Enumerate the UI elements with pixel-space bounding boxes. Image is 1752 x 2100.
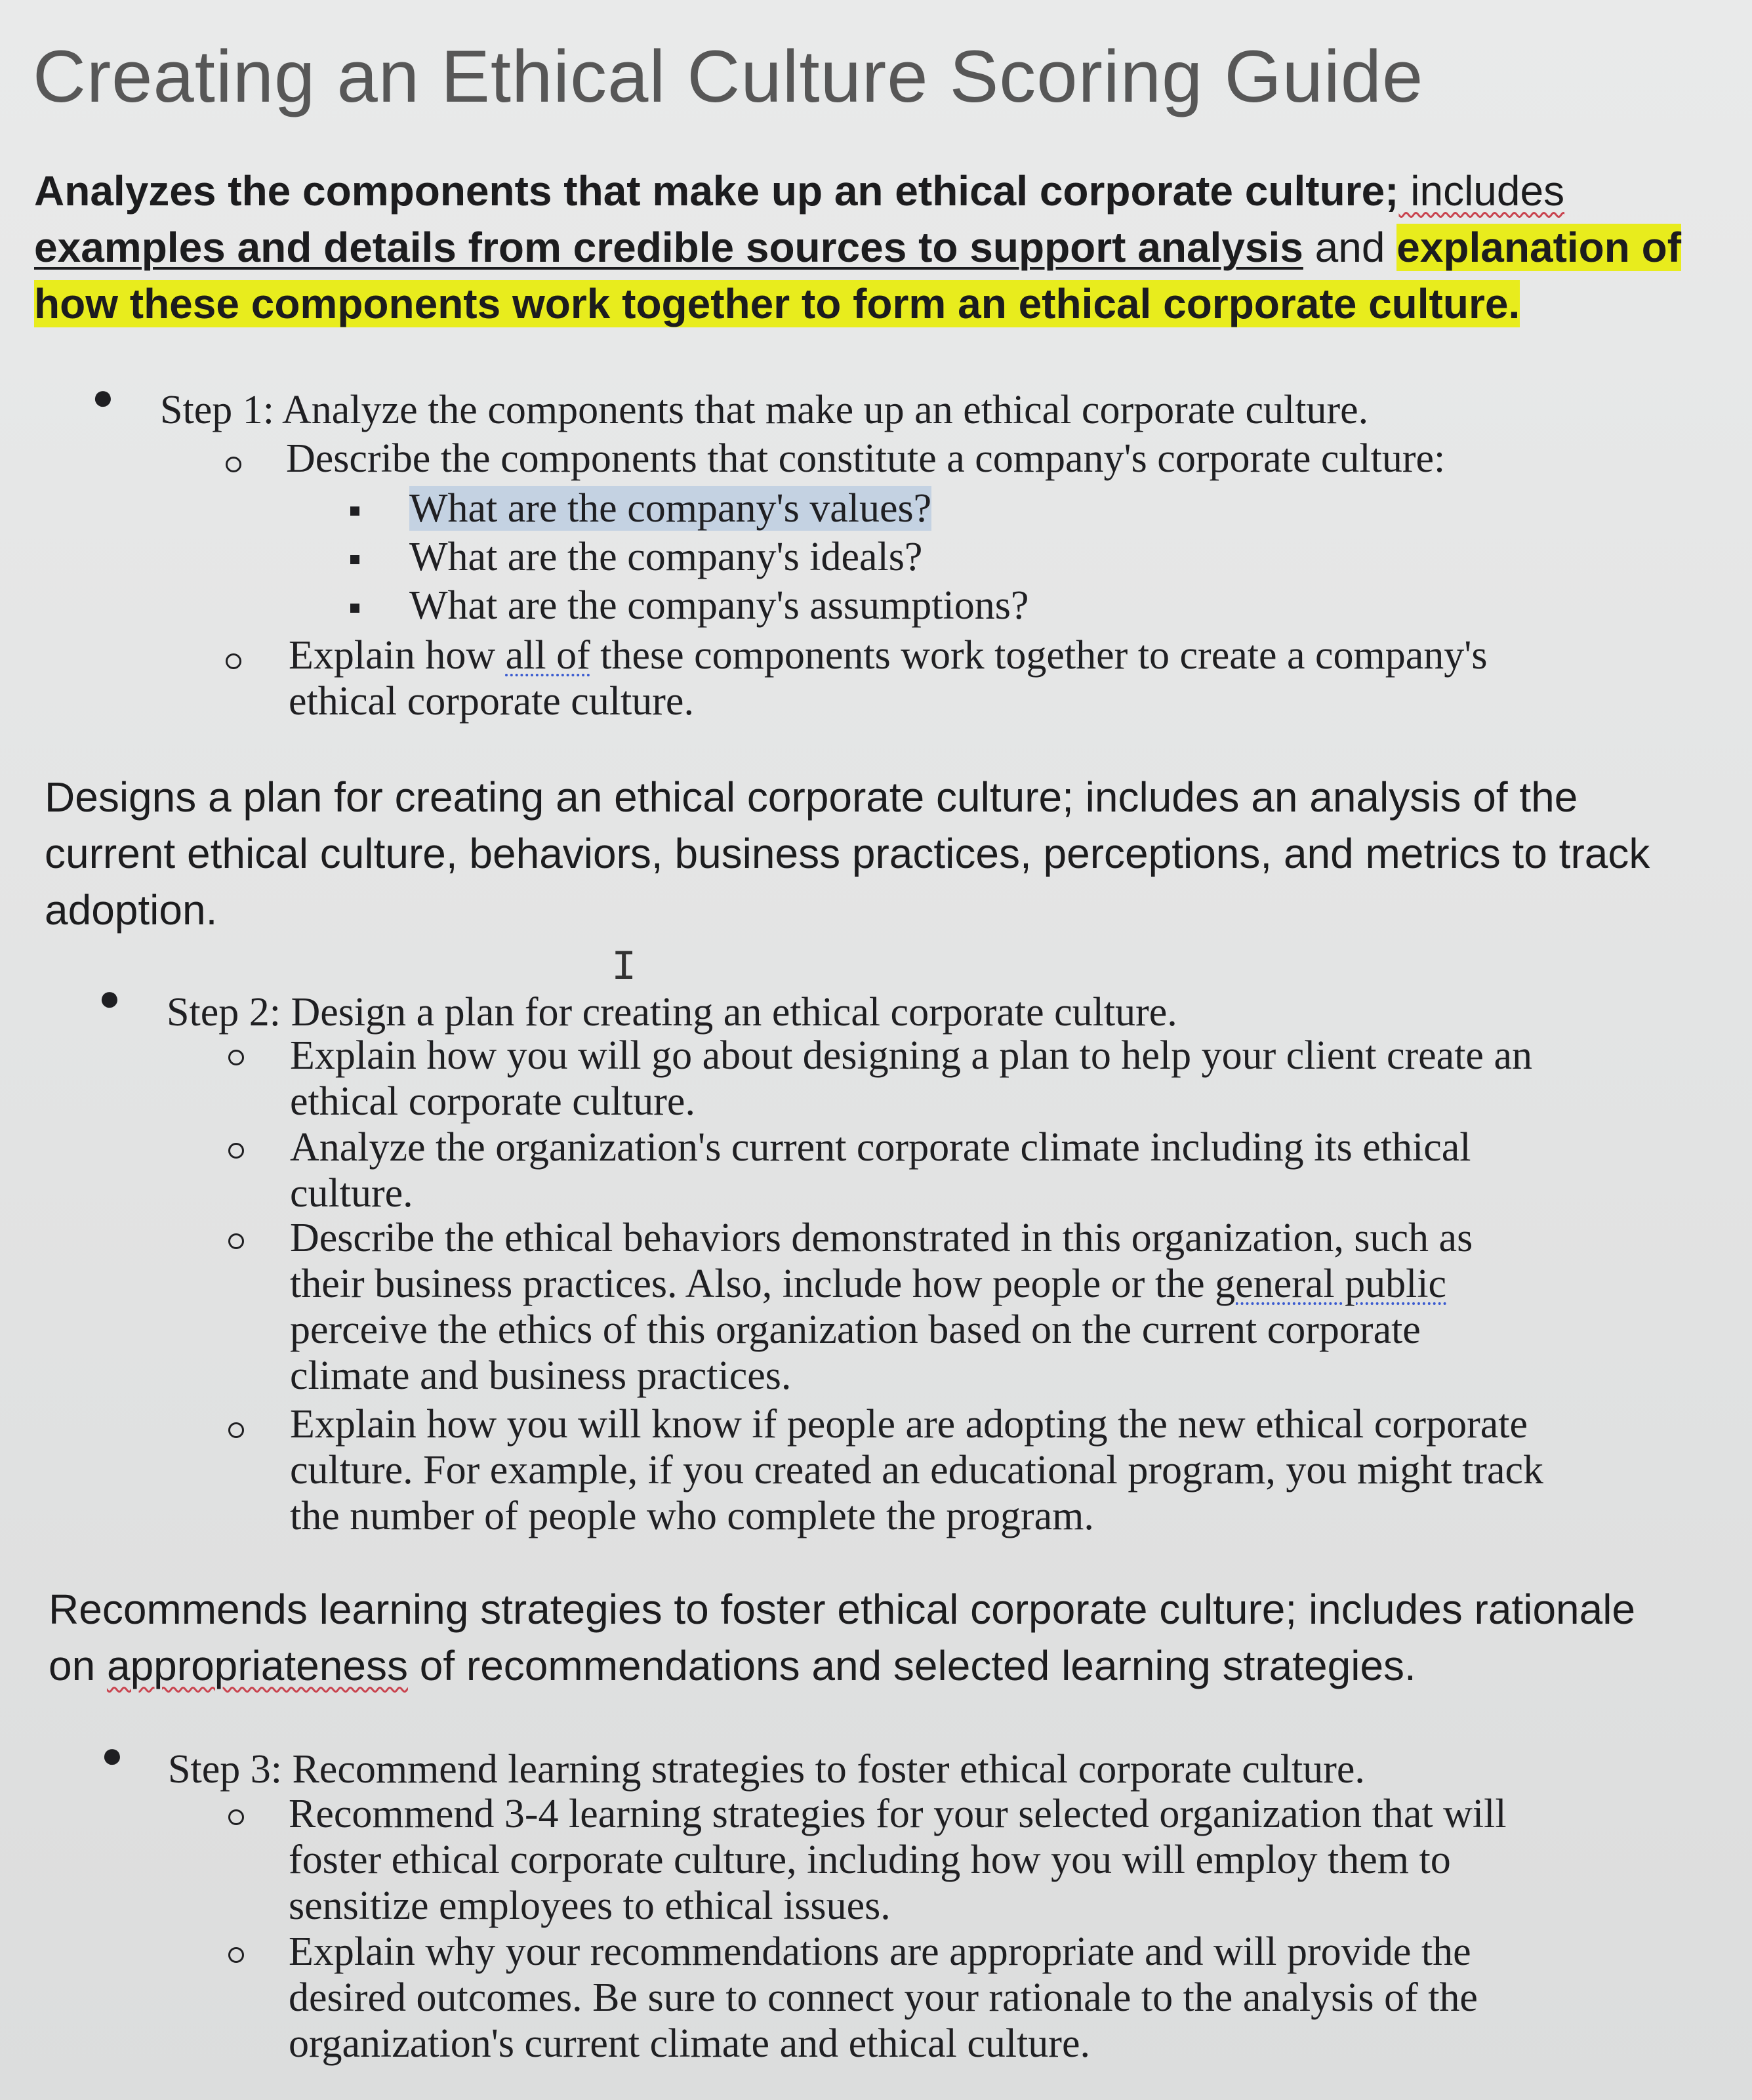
criterion-3 <box>49 1581 1635 1694</box>
step-1-sub-1: Describe the components that constitute a company's corporate culture: <box>286 436 1446 481</box>
circle-bullet <box>228 1809 244 1825</box>
step-1-question-2: What are the company's ideals? <box>409 535 923 579</box>
criterion-1-highlighted-line: how these components work together to form an ethical corporate culture. <box>34 280 1520 327</box>
criterion-1-line-1 <box>34 163 1681 219</box>
step-1-sub-2-line-1: Explain how all of these components work together to create a company's <box>289 633 1488 678</box>
criterion-1-line-2 <box>34 219 1681 276</box>
page-title: Creating an Ethical Culture Scoring Guide <box>33 35 1424 117</box>
step-1-question-3: What are the company's assumptions? <box>409 583 1029 628</box>
criterion-2 <box>45 769 1650 938</box>
criterion-1-and: and <box>1303 224 1397 271</box>
step-2-sub-1: Explain how you will go about designing a plan to help your client create an ethical corporate culture. <box>290 1033 1532 1124</box>
bullet-dot: ● <box>98 977 121 1018</box>
step-1-question-1 <box>409 485 931 531</box>
criterion-1-highlighted-text: explanation of <box>1396 224 1682 271</box>
step-2-label: Step 2: Design a plan for creating an ethical corporate culture. <box>167 990 1177 1035</box>
square-bullet <box>350 555 359 564</box>
spelling-flag: appropriateness <box>106 1642 408 1689</box>
criterion-3-line-2: on appropriateness of recommendations and selected learning strategies. <box>49 1642 1416 1689</box>
criterion-1-line-3 <box>34 276 1681 332</box>
circle-bullet <box>228 1947 244 1963</box>
circle-bullet <box>226 653 241 669</box>
circle-bullet <box>228 1143 244 1159</box>
text-cursor-icon: I <box>611 945 637 992</box>
criterion-2-line-3: adoption. <box>45 886 218 934</box>
circle-bullet <box>228 1422 244 1438</box>
circle-bullet <box>228 1050 244 1065</box>
bullet-dot: ● <box>92 376 114 417</box>
step-3-label: Step 3: Recommend learning strategies to foster ethical corporate culture. <box>168 1747 1365 1792</box>
grammar-flag: all of <box>505 633 590 678</box>
square-bullet <box>350 506 359 516</box>
square-bullet <box>350 604 359 613</box>
criterion-1-includes: includes <box>1398 167 1565 215</box>
criterion-3-line-1: Recommends learning strategies to foster ethical corporate culture; includes rationale <box>49 1586 1636 1633</box>
bullet-dot: ● <box>101 1734 123 1775</box>
criterion-1-underlined-text: examples and details from credible sources to support analysis <box>34 224 1303 271</box>
step-2-sub-2: Analyze the organization's current corporate climate including its ethical culture. <box>290 1125 1471 1216</box>
step-1-sub-2 <box>289 632 1488 724</box>
criterion-1-bold-text: Analyzes the components that make up an ethical corporate culture; <box>34 167 1399 215</box>
selected-text: What are the company's values? <box>409 486 932 531</box>
step-2-sub-4: Explain how you will know if people are adopting the new ethical corporate culture. For example, if you created an educational program, you might track the number of people who complete the program. <box>290 1402 1543 1538</box>
step-3-sub-2: Explain why your recommendations are appropriate and will provide the desired outcomes. Be sure to connect your rationale to the analysis of the organization's current climate and ethical culture. <box>289 1929 1478 2066</box>
step-1-label: Step 1: Analyze the components that make up an ethical corporate culture. <box>160 388 1369 432</box>
criterion-1 <box>34 163 1681 332</box>
criterion-2-line-1: Designs a plan for creating an ethical corporate culture; includes an analysis of the <box>45 773 1578 821</box>
step-1-sub-2-line-2: ethical corporate culture. <box>289 679 694 724</box>
criterion-2-line-2: current ethical culture, behaviors, business practices, perceptions, and metrics to track <box>45 830 1650 877</box>
step-2-sub-3: Describe the ethical behaviors demonstrated in this organization, such as their business practices. Also, include how people or the general public perceive the ethics of this organization based on the current corporate climate and business practices. <box>290 1216 1473 1398</box>
circle-bullet <box>226 457 241 472</box>
step-3-sub-1: Recommend 3-4 learning strategies for your selected organization that will foster ethical corporate culture, including how you will employ them to sensitize employees to ethical issues. <box>289 1792 1507 1928</box>
grammar-flag: general public <box>1215 1262 1447 1306</box>
circle-bullet <box>228 1233 244 1249</box>
